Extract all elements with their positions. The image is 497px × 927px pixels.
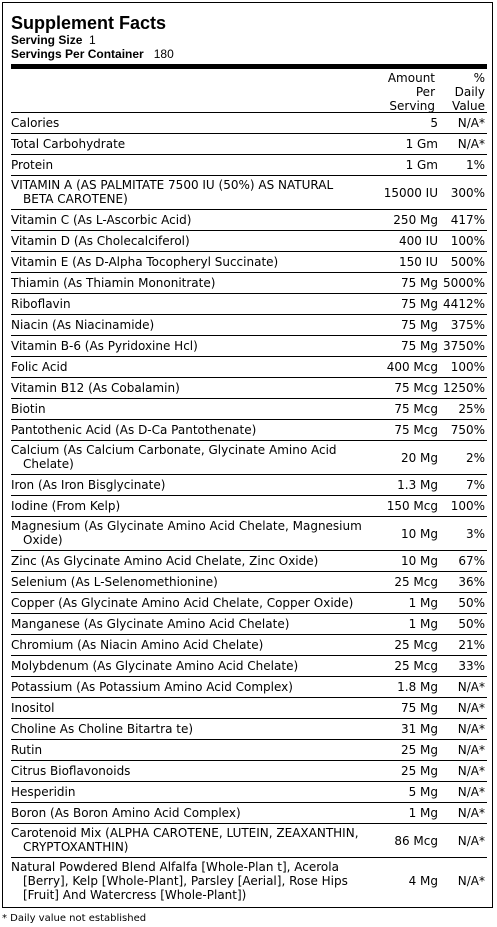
nutrient-amount: 75 Mcg (394, 423, 438, 437)
nutrient-amount: 75 Mcg (394, 402, 438, 416)
nutrient-daily-value: 2% (465, 451, 485, 465)
nutrient-row (11, 719, 487, 740)
nutrient-name (11, 297, 381, 311)
nutrient-name-line: Choline As Choline Bitartra te) (11, 722, 194, 736)
nutrient-name-line: Vitamin D (As Cholecalciferol) (11, 234, 190, 248)
nutrient-amount: 250 Mg (393, 213, 438, 227)
nutrient-row (11, 635, 487, 656)
nutrient-row (11, 782, 487, 803)
daily-value-header (452, 71, 485, 113)
nutrient-name (11, 860, 381, 902)
nutrient-name (11, 680, 381, 694)
nutrient-daily-value: 21% (458, 638, 485, 652)
nutrient-daily-value: 375% (450, 318, 485, 332)
nutrient-daily-value: N/A* (457, 834, 485, 848)
nutrient-name (11, 158, 381, 172)
nutrient-name-line: VITAMIN A (AS PALMITATE 7500 IU (50%) AS NATURAL (11, 178, 334, 192)
nutrient-name-line: Magnesium (As Glycinate Amino Acid Chelate, Magnesium (11, 519, 362, 533)
nutrient-row (11, 441, 487, 475)
nutrient-row (11, 113, 487, 134)
nutrient-daily-value: 100% (450, 234, 485, 248)
nutrient-name-line: Iodine (From Kelp) (11, 499, 121, 513)
nutrient-daily-value: N/A* (457, 806, 485, 820)
nutrient-daily-value: N/A* (457, 680, 485, 694)
nutrient-daily-value: N/A* (457, 785, 485, 799)
servings-per-container-label: Servings Per Container (11, 47, 144, 61)
nutrient-daily-value: N/A* (457, 116, 485, 130)
nutrient-amount: 1 Gm (405, 137, 438, 151)
nutrient-name (11, 423, 381, 437)
nutrient-amount: 150 IU (398, 255, 438, 269)
nutrient-amount: 150 Mcg (386, 499, 438, 513)
nutrient-name (11, 617, 381, 631)
nutrient-amount: 1.8 Mg (397, 680, 438, 694)
nutrient-daily-value: 50% (458, 596, 485, 610)
nutrient-amount: 75 Mg (400, 339, 438, 353)
nutrient-name-line: Potassium (As Potassium Amino Acid Complex) (11, 680, 293, 694)
nutrient-amount: 400 Mcg (386, 360, 438, 374)
nutrient-name-line: [Fruit] And Watercress [Whole-Plant]) (23, 888, 247, 902)
nutrient-amount: 75 Mg (400, 318, 438, 332)
nutrient-name (11, 701, 381, 715)
nutrient-daily-value: N/A* (457, 874, 485, 888)
nutrient-name (11, 659, 381, 673)
nutrient-amount: 400 IU (398, 234, 438, 248)
nutrient-name (11, 638, 381, 652)
nutrient-name-line: BETA CAROTENE) (23, 192, 128, 206)
nutrient-row (11, 496, 487, 517)
nutrient-name (11, 178, 381, 206)
header-percent-line: % (473, 71, 485, 85)
nutrient-name-line: Selenium (As L-Selenomethionine) (11, 575, 218, 589)
nutrient-row (11, 399, 487, 420)
nutrient-name-line: Thiamin (As Thiamin Mononitrate) (11, 276, 216, 290)
nutrient-amount: 86 Mcg (394, 834, 438, 848)
nutrient-amount: 20 Mg (400, 451, 438, 465)
nutrient-daily-value: N/A* (457, 743, 485, 757)
nutrient-row (11, 210, 487, 231)
nutrient-daily-value: 100% (450, 499, 485, 513)
nutrient-name (11, 554, 381, 568)
nutrient-daily-value: 1250% (443, 381, 485, 395)
nutrient-amount: 25 Mg (400, 743, 438, 757)
nutrient-row (11, 740, 487, 761)
nutrient-name-line: CRYPTOXANTHIN) (23, 840, 129, 854)
nutrient-row (11, 155, 487, 176)
nutrient-daily-value: 3750% (443, 339, 485, 353)
nutrient-name (11, 381, 381, 395)
nutrient-amount: 5 Mg (408, 785, 438, 799)
nutrient-daily-value: 750% (450, 423, 485, 437)
nutrient-name-line: Niacin (As Niacinamide) (11, 318, 155, 332)
nutrient-name (11, 596, 381, 610)
nutrient-name-line: Total Carbohydrate (11, 137, 126, 151)
serving-size-label: Serving Size (11, 33, 83, 47)
nutrient-row (11, 252, 487, 273)
nutrient-name-line: Calcium (As Calcium Carbonate, Glycinate Amino Acid (11, 443, 337, 457)
nutrient-name (11, 360, 381, 374)
nutrient-row (11, 378, 487, 399)
nutrient-row (11, 134, 487, 155)
nutrient-name-line: Inositol (11, 701, 55, 715)
nutrient-name (11, 276, 381, 290)
nutrient-daily-value: 100% (450, 360, 485, 374)
nutrient-name (11, 743, 381, 757)
nutrient-name (11, 339, 381, 353)
nutrient-daily-value: 4412% (443, 297, 485, 311)
nutrient-name (11, 785, 381, 799)
column-header (11, 69, 487, 113)
nutrient-amount: 25 Mcg (394, 659, 438, 673)
header-serving-line: Serving (389, 99, 435, 113)
servings-per-container (11, 47, 487, 61)
nutrient-amount: 75 Mcg (394, 381, 438, 395)
nutrient-name-line: Vitamin B-6 (As Pyridoxine Hcl) (11, 339, 198, 353)
nutrient-row (11, 357, 487, 378)
nutrient-name-line: [Berry], Kelp [Whole-Plant], Parsley [Aerial], Rose Hips (23, 874, 348, 888)
serving-size-value: 1 (89, 33, 96, 47)
nutrient-row (11, 294, 487, 315)
nutrient-amount: 75 Mg (400, 297, 438, 311)
nutrient-row (11, 614, 487, 635)
nutrient-row (11, 593, 487, 614)
nutrient-name-line: Vitamin E (As D-Alpha Tocopheryl Succinate) (11, 255, 279, 269)
nutrient-row (11, 273, 487, 294)
nutrient-row (11, 551, 487, 572)
nutrient-row (11, 420, 487, 441)
nutrient-amount: 1 Mg (408, 596, 438, 610)
nutrient-name-line: Citrus Bioflavonoids (11, 764, 131, 778)
supplement-facts-panel (2, 2, 493, 908)
nutrient-name (11, 575, 381, 589)
nutrient-daily-value: 5000% (443, 276, 485, 290)
nutrient-row (11, 336, 487, 357)
nutrient-name-line: Rutin (11, 743, 43, 757)
nutrient-amount: 10 Mg (400, 554, 438, 568)
nutrient-row (11, 858, 487, 905)
nutrient-daily-value: 36% (458, 575, 485, 589)
header-value-line: Value (452, 99, 485, 113)
nutrient-amount: 15000 IU (383, 186, 438, 200)
nutrient-amount: 31 Mg (400, 722, 438, 736)
nutrient-amount: 1.3 Mg (397, 478, 438, 492)
nutrient-row (11, 315, 487, 336)
nutrient-name-line: Calories (11, 116, 60, 130)
nutrient-name (11, 234, 381, 248)
serving-size (11, 33, 487, 47)
nutrient-row (11, 656, 487, 677)
nutrient-name-line: Carotenoid Mix (ALPHA CAROTENE, LUTEIN, ZEAXANTHIN, (11, 826, 359, 840)
nutrient-name (11, 443, 381, 471)
nutrient-name (11, 519, 381, 547)
nutrient-row (11, 475, 487, 496)
header-daily-line: Daily (454, 85, 485, 99)
nutrient-name (11, 764, 381, 778)
nutrient-row (11, 761, 487, 782)
nutrient-name (11, 499, 381, 513)
servings-per-container-value: 180 (153, 47, 174, 61)
nutrient-row (11, 677, 487, 698)
nutrient-daily-value: 3% (465, 527, 485, 541)
nutrient-name-line: Biotin (11, 402, 46, 416)
nutrient-daily-value: 7% (465, 478, 485, 492)
nutrient-row (11, 698, 487, 719)
nutrient-row (11, 803, 487, 824)
nutrient-daily-value: N/A* (457, 137, 485, 151)
nutrient-daily-value: N/A* (457, 722, 485, 736)
nutrient-daily-value: 33% (458, 659, 485, 673)
header-amount-line: Amount (387, 71, 435, 85)
nutrient-table (11, 113, 487, 905)
nutrient-name-line: Riboflavin (11, 297, 71, 311)
nutrient-name (11, 255, 381, 269)
header-per-line: Per (415, 85, 435, 99)
nutrient-row (11, 824, 487, 858)
nutrient-amount: 25 Mcg (394, 575, 438, 589)
nutrient-name (11, 478, 381, 492)
nutrient-name-line: Natural Powdered Blend Alfalfa [Whole-Plan t], Acerola (11, 860, 339, 874)
nutrient-row (11, 517, 487, 551)
nutrient-name-line: Zinc (As Glycinate Amino Acid Chelate, Zinc Oxide) (11, 554, 319, 568)
amount-per-serving-header (388, 71, 435, 113)
nutrient-name (11, 116, 381, 130)
nutrient-amount: 4 Mg (408, 874, 438, 888)
nutrient-name-line: Protein (11, 158, 54, 172)
nutrient-daily-value: 1% (465, 158, 485, 172)
nutrient-row (11, 572, 487, 593)
nutrient-daily-value: 300% (450, 186, 485, 200)
panel-title: Supplement Facts (11, 13, 167, 33)
nutrient-daily-value: N/A* (457, 764, 485, 778)
nutrient-name-line: Iron (As Iron Bisglycinate) (11, 478, 166, 492)
nutrient-row (11, 176, 487, 210)
nutrient-amount: 25 Mg (400, 764, 438, 778)
nutrient-name-line: Pantothenic Acid (As D-Ca Pantothenate) (11, 423, 257, 437)
nutrient-name-line: Hesperidin (11, 785, 76, 799)
nutrient-daily-value: 50% (458, 617, 485, 631)
nutrient-daily-value: N/A* (457, 701, 485, 715)
nutrient-name (11, 318, 381, 332)
nutrient-name (11, 826, 381, 854)
nutrient-name (11, 213, 381, 227)
nutrient-name-line: Molybdenum (As Glycinate Amino Acid Chelate) (11, 659, 299, 673)
nutrient-amount: 1 Gm (405, 158, 438, 172)
nutrient-amount: 5 (430, 116, 438, 130)
nutrient-name-line: Folic Acid (11, 360, 68, 374)
nutrient-name-line: Boron (As Boron Amino Acid Complex) (11, 806, 241, 820)
nutrient-daily-value: 417% (450, 213, 485, 227)
nutrient-name-line: Manganese (As Glycinate Amino Acid Chelate) (11, 617, 290, 631)
nutrient-amount: 10 Mg (400, 527, 438, 541)
nutrient-name-line: Oxide) (23, 533, 63, 547)
nutrient-amount: 75 Mg (400, 701, 438, 715)
nutrient-daily-value: 500% (450, 255, 485, 269)
nutrient-name (11, 137, 381, 151)
nutrient-row (11, 231, 487, 252)
nutrient-name-line: Chromium (As Niacin Amino Acid Chelate) (11, 638, 264, 652)
nutrient-name-line: Vitamin B12 (As Cobalamin) (11, 381, 180, 395)
nutrient-name-line: Chelate) (23, 457, 74, 471)
nutrient-amount: 75 Mg (400, 276, 438, 290)
nutrient-daily-value: 67% (458, 554, 485, 568)
nutrient-name (11, 402, 381, 416)
nutrient-name-line: Vitamin C (As L-Ascorbic Acid) (11, 213, 192, 227)
footnote: * Daily value not established (2, 913, 147, 924)
nutrient-name (11, 806, 381, 820)
nutrient-amount: 1 Mg (408, 806, 438, 820)
nutrient-daily-value: 25% (458, 402, 485, 416)
nutrient-amount: 25 Mcg (394, 638, 438, 652)
nutrient-amount: 1 Mg (408, 617, 438, 631)
nutrient-name-line: Copper (As Glycinate Amino Acid Chelate, Copper Oxide) (11, 596, 354, 610)
nutrient-name (11, 722, 381, 736)
